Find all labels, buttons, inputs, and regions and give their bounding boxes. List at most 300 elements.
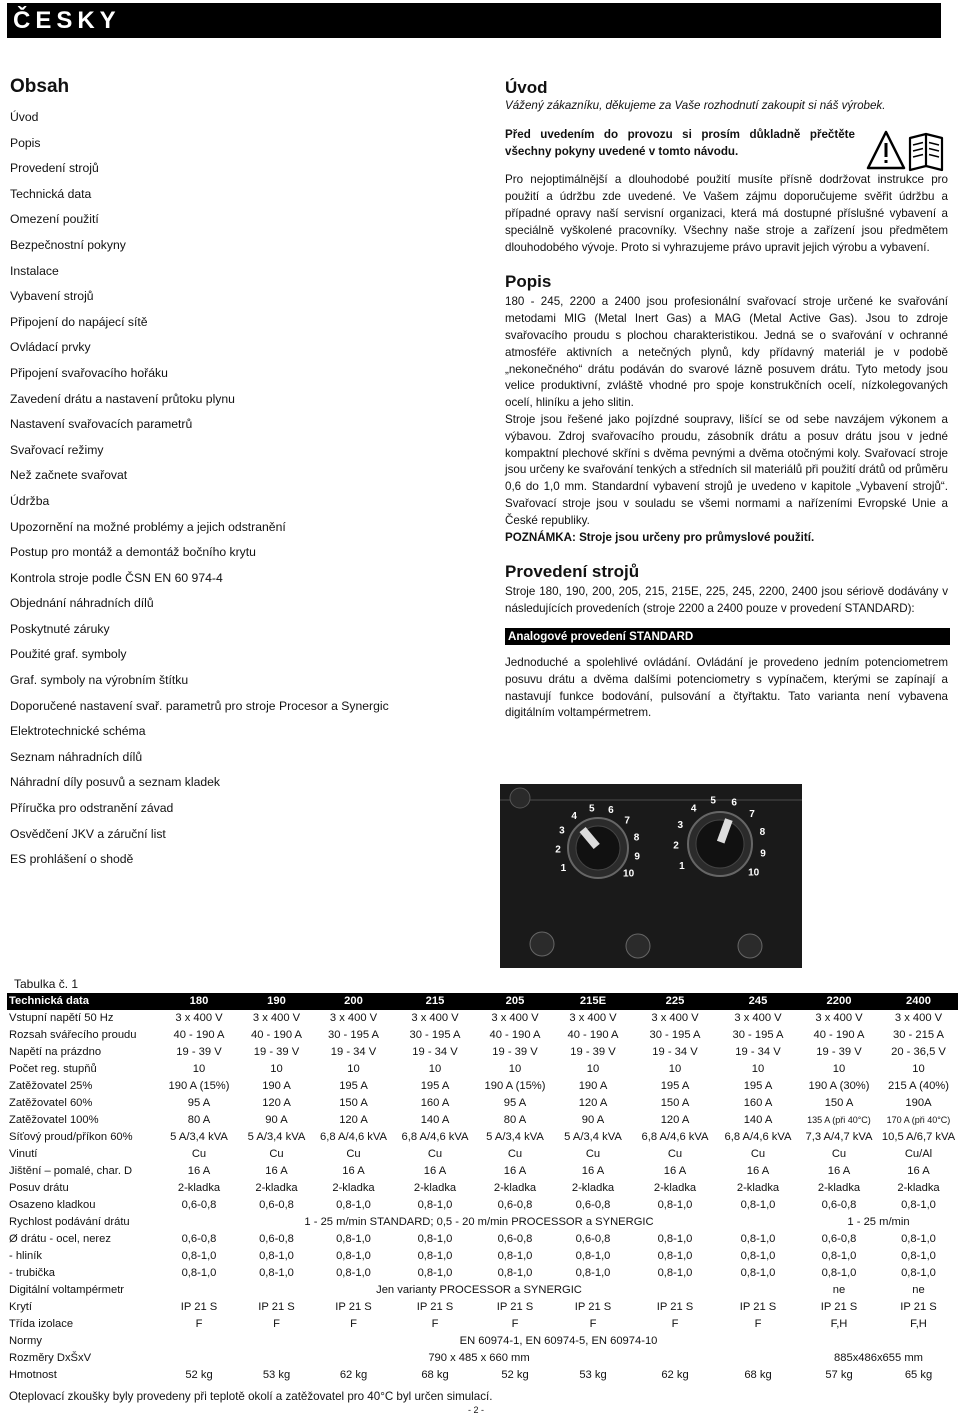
- table-cell: 16 A: [187, 1165, 211, 1177]
- table-cell: 10: [428, 1063, 442, 1075]
- table-cell: 140 A: [420, 1114, 450, 1126]
- dial-number: 3: [677, 820, 684, 831]
- table-cell: 3 x 400 V: [734, 1012, 782, 1024]
- table-cell: 0,8-1,0: [497, 1267, 533, 1279]
- table-header-cell: 2200: [799, 993, 879, 1010]
- table-cell: F: [589, 1318, 597, 1330]
- table-row: [7, 1078, 958, 1095]
- table-cell: Rychlost podávání drátu: [9, 1216, 130, 1228]
- toc-list: [10, 110, 480, 878]
- dial-number: 7: [749, 808, 755, 820]
- table-cell: 195 A: [743, 1080, 773, 1092]
- table-cell: 120 A: [262, 1097, 291, 1109]
- table-cell: 30 - 195 A: [409, 1029, 461, 1041]
- table-cell: 0,8-1,0: [259, 1267, 294, 1279]
- variant-text: Jednoduché a spolehlivé ovládání. Ovládání je provedeno jedním potenciometrem posuvu drátu a dvěma dalšími potenciometry s vypínačem, kterými se zapínají a nastavují funkce bodování, pulsování a čtyřtaktu. Tato varianta není vybavena digitálním voltampérmetrem.: [505, 655, 948, 720]
- table-cell: F: [273, 1318, 280, 1330]
- table-cell: 16 A: [342, 1165, 365, 1177]
- control-panel-drawing: [500, 784, 802, 968]
- table-cell: 0,8-1,0: [181, 1250, 217, 1262]
- table-cell: 10: [347, 1063, 360, 1075]
- toc-item: Vybavení strojů: [10, 289, 94, 304]
- table-cell: Cu: [269, 1148, 284, 1160]
- dial-number: 8: [633, 832, 640, 844]
- table-cell: IP 21 S: [416, 1301, 454, 1313]
- dial-number: 9: [760, 848, 766, 860]
- table-cell: 40 - 190 A: [567, 1029, 619, 1041]
- table-header-cell: 215E: [553, 993, 633, 1010]
- toc-item: Příručka pro odstranění závad: [10, 801, 174, 816]
- table-cell: Ø drátu - ocel, nerez: [9, 1233, 111, 1245]
- table-cell: 90 A: [265, 1114, 288, 1126]
- table-cell: Zatěžovatel 60%: [9, 1097, 93, 1109]
- table-cell: 16 A: [663, 1165, 687, 1177]
- toc-item: Úvod: [10, 110, 39, 124]
- table-cell: 5 A/3,4 kVA: [486, 1131, 544, 1143]
- toc-item: Doporučené nastavení svař. parametrů pro stroje Procesor a Synergic: [10, 698, 389, 713]
- table-cell: 40 - 190 A: [813, 1029, 865, 1041]
- table-cell: 0,8-1,0: [821, 1250, 857, 1262]
- table-cell: 1 - 25 m/min STANDARD; 0,5 - 20 m/min PROCESSOR a SYNERGIC: [304, 1216, 654, 1228]
- table-header-cell: 205: [477, 993, 553, 1010]
- table-cell: 20 - 36,5 V: [891, 1046, 946, 1058]
- toc-item: Zavedení drátu a nastavení průtoku plynu: [10, 391, 235, 406]
- table-header-cell: 215: [393, 993, 477, 1010]
- table-cell: 0,8-1,0: [901, 1250, 936, 1262]
- table-cell: 2-kladka: [817, 1182, 861, 1194]
- table-cell: 0,8-1,0: [417, 1267, 453, 1279]
- page-number: - 2 -: [468, 1405, 485, 1415]
- toc-item: Kontrola stroje podle ČSN EN 60 974-4: [10, 570, 223, 585]
- table-cell: 0,8-1,0: [901, 1267, 936, 1279]
- dial-number: 5: [589, 803, 595, 815]
- table-cell: 1 - 25 m/min: [847, 1216, 910, 1228]
- table-header-cell: 200: [314, 993, 393, 1010]
- table-cell: IP 21 S: [496, 1301, 534, 1313]
- dial-number: 1: [560, 863, 567, 874]
- table-header-cell: 225: [633, 993, 717, 1010]
- table-cell: 57 kg: [825, 1369, 853, 1381]
- table-cell: 0,8-1,0: [821, 1267, 857, 1279]
- table-cell: Jen varianty PROCESSOR a SYNERGIC: [376, 1284, 582, 1296]
- table-cell: 0,8-1,0: [657, 1250, 693, 1262]
- control-panel-photo: [500, 784, 802, 968]
- language-header: ČESKY: [7, 3, 941, 38]
- table-cell: 190 A: [578, 1080, 608, 1092]
- table-row: [7, 1112, 958, 1129]
- toc-item: Svařovací režimy: [10, 442, 104, 457]
- table-cell: F: [511, 1318, 519, 1330]
- table-cell: 0,8-1,0: [740, 1267, 776, 1279]
- table-cell: 19 - 39 V: [492, 1046, 538, 1058]
- intro-note: Před uvedením do provozu si prosím důkladně přečtěte všechny pokyny uvedené v tomto návodu.: [505, 127, 855, 158]
- table-cell: 150 A: [824, 1097, 854, 1109]
- table-cell: Cu: [507, 1148, 523, 1160]
- table-cell: 150 A: [660, 1097, 690, 1109]
- table-cell: 0,6-0,8: [575, 1199, 611, 1211]
- table-cell: IP 21 S: [820, 1301, 858, 1313]
- table-cell: Napětí na prázdno: [9, 1046, 102, 1058]
- table-cell: 120 A: [339, 1114, 368, 1126]
- table-cell: 140 A: [743, 1114, 773, 1126]
- dial-number: 9: [634, 851, 640, 863]
- table-cell: 2-kladka: [255, 1182, 298, 1194]
- table-cell: 0,8-1,0: [740, 1250, 776, 1262]
- table-cell: 19 - 39 V: [570, 1046, 616, 1058]
- table-cell: 10: [668, 1063, 682, 1075]
- table-cell: 790 x 485 x 660 mm: [428, 1352, 530, 1364]
- table-cell: Rozsah svářecího proudu: [9, 1029, 137, 1041]
- table-cell: 6,8 A/4,6 kVA: [401, 1131, 469, 1143]
- toc-item: Provedení strojů: [10, 161, 99, 176]
- table-cell: 3 x 400 V: [491, 1012, 539, 1024]
- table-cell: 0,6-0,8: [259, 1233, 294, 1245]
- table-cell: 0,8-1,0: [497, 1250, 533, 1262]
- toc-item: Bezpečnostní pokyny: [10, 237, 126, 252]
- table-row: [7, 1282, 958, 1299]
- table-row: [7, 1265, 958, 1282]
- dial-number: 5: [710, 795, 716, 807]
- toc-item: Instalace: [10, 263, 59, 278]
- table-row: [7, 1061, 958, 1078]
- table-cell: 0,8-1,0: [336, 1199, 371, 1211]
- table-cell: 68 kg: [421, 1369, 449, 1381]
- table-cell: 120 A: [660, 1114, 690, 1126]
- table-cell: F,H: [910, 1318, 927, 1330]
- table-cell: 190 A (15%): [484, 1080, 546, 1092]
- toc-title: Obsah: [10, 76, 70, 97]
- table-header-cell: 180: [159, 993, 239, 1010]
- table-cell: Třída izolace: [9, 1318, 74, 1330]
- table-cell: 190 A (30%): [808, 1080, 870, 1092]
- table-row: [7, 1197, 958, 1214]
- table-cell: Cu: [427, 1148, 443, 1160]
- table-cell: 190 A (15%): [168, 1080, 230, 1092]
- dial-number: 10: [623, 868, 635, 880]
- table-cell: 0,8-1,0: [417, 1199, 453, 1211]
- table-cell: 19 - 39 V: [253, 1046, 300, 1058]
- table-cell: 16 A: [581, 1165, 605, 1177]
- table-cell: 3 x 400 V: [894, 1012, 943, 1024]
- table-cell: ne: [832, 1284, 846, 1296]
- table-row: [7, 1248, 958, 1265]
- table-row: [7, 1163, 958, 1180]
- table-cell: 2-kladka: [332, 1182, 375, 1194]
- table-cell: F,H: [830, 1318, 848, 1330]
- table-cell: 10: [586, 1063, 600, 1075]
- table-cell: 7,3 A/4,7 kVA: [805, 1131, 873, 1143]
- table-cell: 53 kg: [579, 1369, 607, 1381]
- right-column: [505, 78, 948, 722]
- provedeni-title: Provedení strojů: [505, 562, 640, 582]
- table-cell: 3 x 400 V: [411, 1012, 459, 1024]
- table-cell: 80 A: [187, 1114, 211, 1126]
- table-cell: IP 21 S: [258, 1301, 295, 1313]
- table-row: [7, 1333, 958, 1350]
- toc-item: Elektrotechnické schéma: [10, 724, 146, 739]
- table-cell: 19 - 34 V: [412, 1046, 458, 1058]
- table-cell: 10,5 A/6,7 kVA: [881, 1131, 956, 1143]
- table-cell: 16 A: [907, 1165, 930, 1177]
- table-cell: 170 A (při 40°C): [886, 1115, 951, 1125]
- dial-number: 7: [624, 815, 630, 827]
- table-cell: 10: [270, 1063, 283, 1075]
- toc-item: Použité graf. symboly: [10, 647, 127, 662]
- table-cell: Krytí: [9, 1301, 32, 1313]
- dial-number: 1: [679, 861, 685, 872]
- table-cell: 65 kg: [904, 1369, 933, 1381]
- toc-item: Graf. symboly na výrobním štítku: [10, 673, 189, 688]
- table-cell: 195 A: [339, 1080, 368, 1092]
- table-cell: 52 kg: [185, 1369, 213, 1381]
- table-cell: 40 - 190 A: [173, 1029, 225, 1041]
- table-cell: 0,6-0,8: [497, 1233, 533, 1245]
- table-cell: 2-kladka: [653, 1182, 697, 1194]
- table-cell: 19 - 39 V: [176, 1046, 222, 1058]
- table-cell: IP 21 S: [574, 1301, 612, 1313]
- table-cell: Cu/Al: [904, 1148, 933, 1160]
- warning-manual-icon: [866, 130, 946, 172]
- table-cell: Digitální voltampérmetr: [9, 1284, 125, 1296]
- provedeni-text: Stroje 180, 190, 200, 205, 215, 215E, 225, 245, 2200, 2400 jsou sériově dodávány v následujících provedeních (stroje 2200 a 2400 pouze v provedení STANDARD):: [505, 585, 948, 616]
- table-cell: 0,8-1,0: [657, 1267, 693, 1279]
- table-cell: 215 A (40%): [888, 1080, 949, 1092]
- table-cell: 0,8-1,0: [336, 1267, 371, 1279]
- variant-title: Analogové provedení STANDARD: [505, 628, 950, 645]
- table-cell: 0,8-1,0: [657, 1233, 693, 1245]
- table-cell: 95 A: [503, 1097, 527, 1109]
- footer-note: Oteplovací zkoušky byly provedeny při teplotě okolí a zatěžovatel pro 40°C byl určen simulací.: [9, 1390, 493, 1403]
- table-cell: 62 kg: [339, 1369, 368, 1381]
- table-cell: - hliník: [9, 1250, 42, 1262]
- table-cell: 6,8 A/4,6 kVA: [724, 1131, 792, 1143]
- table-cell: 19 - 34 V: [652, 1046, 698, 1058]
- toc-item: Připojení do napájecí sítě: [10, 314, 148, 329]
- toc-item: Objednání náhradních dílů: [10, 596, 154, 611]
- table-row: [7, 1010, 958, 1027]
- popis-paragraph-2: Stroje jsou řešené jako pojízdné soupravy, lišící se od sebe navzájem výkonem a výbavou. Zdroj svařovacího proudu, zásobník drátu a posuv drátu jsou v jedné kompaktní plechové skříni s dvěma pevnými a dvěma otočnými koly. Svařovací stroje jsou určeny ke svařování tenkých a středních sil materiálů při použití drátů od průměru 0,6 do 1,0 mm. Standardní vybavení strojů je uvedeno v kapitole „Vybavení strojů“. Svařovací stroje jsou v souladu se všemi normami a nařízeními Evropské Unie a České republiky.: [505, 412, 948, 527]
- table-cell: 3 x 400 V: [252, 1012, 301, 1024]
- table-cell: F: [350, 1318, 357, 1330]
- table-cell: F: [754, 1318, 762, 1330]
- table-cell: 5 A/3,4 kVA: [247, 1131, 306, 1143]
- table-cell: 3 x 400 V: [651, 1012, 699, 1024]
- table-cell: 10: [912, 1063, 925, 1075]
- table-cell: 16 A: [503, 1165, 527, 1177]
- table-cell: Rozměry DxŠxV: [9, 1352, 92, 1364]
- table-cell: 0,6-0,8: [181, 1199, 217, 1211]
- table-cell: 0,6-0,8: [821, 1233, 857, 1245]
- table-cell: 19 - 34 V: [735, 1046, 781, 1058]
- table-row: [7, 1180, 958, 1197]
- dial-number: 4: [690, 803, 697, 815]
- table-cell: F: [195, 1318, 203, 1330]
- dial-number: 3: [559, 825, 565, 837]
- table-cell: 10: [751, 1063, 765, 1075]
- table-cell: 16 A: [265, 1165, 288, 1177]
- table-row: [7, 1214, 958, 1231]
- toc-item: Technická data: [10, 186, 92, 201]
- table-cell: Cu: [191, 1148, 207, 1160]
- popis-note: POZNÁMKA: Stroje jsou určeny pro průmyslové použití.: [505, 530, 815, 544]
- table-cell: 885x486x655 mm: [834, 1352, 923, 1364]
- table-cell: Hmotnost: [9, 1369, 57, 1381]
- table-cell: 10: [508, 1063, 522, 1075]
- technical-data-table: [7, 993, 958, 1384]
- table-cell: 16 A: [423, 1165, 447, 1177]
- table-cell: 16 A: [746, 1165, 770, 1177]
- table-cell: Cu: [667, 1148, 683, 1160]
- table-cell: 2-kladka: [177, 1182, 221, 1194]
- table-header-cell: Technická data: [7, 993, 159, 1010]
- table-row: [7, 1231, 958, 1248]
- toc-item: Osvědčení JKV a záruční list: [10, 826, 166, 841]
- table-cell: 0,8-1,0: [259, 1250, 294, 1262]
- table-header-cell: 190: [239, 993, 314, 1010]
- table-row: [7, 1146, 958, 1163]
- table-header-cell: 2400: [879, 993, 958, 1010]
- table-cell: F: [671, 1318, 679, 1330]
- table-cell: 3 x 400 V: [569, 1012, 617, 1024]
- intro-greeting: Vážený zákazníku, děkujeme za Vaše rozhodnutí zakoupit si náš výrobek.: [505, 99, 886, 112]
- table-cell: 195 A: [420, 1080, 450, 1092]
- table-cell: 0,8-1,0: [336, 1233, 371, 1245]
- table-cell: 19 - 34 V: [330, 1046, 377, 1058]
- table-cell: 40 - 190 A: [250, 1029, 302, 1041]
- table-cell: Síťový proud/příkon 60%: [9, 1131, 133, 1143]
- table-cell: 10: [832, 1063, 846, 1075]
- dial-number: 4: [571, 810, 577, 822]
- table-of-contents: [10, 76, 480, 878]
- table-cell: EN 60974-1, EN 60974-5, EN 60974-10: [459, 1335, 658, 1347]
- table-cell: 0,8-1,0: [901, 1233, 936, 1245]
- table-cell: 6,8 A/4,6 kVA: [641, 1131, 709, 1143]
- table-cell: Cu: [750, 1148, 766, 1160]
- table-cell: 30 - 195 A: [649, 1029, 701, 1041]
- table-row: [7, 1367, 958, 1384]
- toc-item: Připojení svařovacího hořáku: [10, 365, 168, 380]
- table-row: [7, 1316, 958, 1333]
- table-cell: 2-kladka: [897, 1182, 940, 1194]
- dial-number: 2: [673, 840, 679, 852]
- toc-item: Postup pro montáž a demontáž bočního krytu: [10, 545, 256, 560]
- toc-item: ES prohlášení o shodě: [10, 852, 134, 867]
- table-cell: 0,8-1,0: [336, 1250, 371, 1262]
- table-cell: 0,8-1,0: [740, 1199, 776, 1211]
- table-cell: 3 x 400 V: [329, 1012, 378, 1024]
- table-cell: 0,6-0,8: [821, 1199, 857, 1211]
- table-row: [7, 1129, 958, 1146]
- table-cell: 30 - 215 A: [892, 1029, 944, 1041]
- toc-item: Omezení použití: [10, 212, 99, 227]
- toc-item: Údržba: [10, 493, 50, 508]
- table-row: [7, 1095, 958, 1112]
- table-row: [7, 1044, 958, 1061]
- table-cell: Zatěžovatel 25%: [9, 1080, 93, 1092]
- table-cell: 2-kladka: [571, 1182, 615, 1194]
- toc-item: Poskytnuté záruky: [10, 621, 110, 636]
- table-cell: Zatěžovatel 100%: [9, 1114, 99, 1126]
- table-cell: ne: [912, 1284, 925, 1296]
- table-cell: 3 x 400 V: [815, 1012, 863, 1024]
- table-cell: F: [431, 1318, 439, 1330]
- table-cell: 160 A: [743, 1097, 773, 1109]
- table-body: [7, 1010, 958, 1384]
- table-cell: 120 A: [578, 1097, 608, 1109]
- table-cell: Osazeno kladkou: [9, 1199, 96, 1211]
- table-header-row: [7, 993, 958, 1010]
- table-cell: 80 A: [503, 1114, 527, 1126]
- table-cell: IP 21 S: [900, 1301, 937, 1313]
- table-cell: Posuv drátu: [9, 1182, 69, 1194]
- dial-number: 10: [748, 867, 760, 879]
- table-cell: 40 - 190 A: [489, 1029, 541, 1041]
- table-cell: Normy: [9, 1335, 42, 1347]
- table-cell: 62 kg: [661, 1369, 689, 1381]
- table-cell: 30 - 195 A: [327, 1029, 379, 1041]
- table-cell: IP 21 S: [739, 1301, 777, 1313]
- table-cell: 0,6-0,8: [259, 1199, 294, 1211]
- dial-number: 8: [759, 827, 766, 839]
- intro-title: Úvod: [505, 78, 548, 97]
- toc-item: Upozornění na možné problémy a jejich odstranění: [10, 519, 286, 534]
- toc-item: Než začnete svařovat: [10, 468, 128, 483]
- table-cell: IP 21 S: [335, 1301, 372, 1313]
- table-cell: 0,8-1,0: [417, 1250, 453, 1262]
- dial-number: 2: [555, 844, 561, 856]
- toc-item: Seznam náhradních dílů: [10, 749, 143, 764]
- toc-item: Popis: [10, 135, 41, 150]
- table-cell: 2-kladka: [736, 1182, 780, 1194]
- table-cell: 0,8-1,0: [417, 1233, 453, 1245]
- table-cell: 2-kladka: [413, 1182, 457, 1194]
- toc-item: Náhradní díly posuvů a seznam kladek: [10, 775, 221, 790]
- table-cell: 2-kladka: [493, 1182, 537, 1194]
- intro-text: Pro nejoptimálnější a dlouhodobé použití musíte přísně dodržovat instrukce pro použití a údržbu zde uvedené. Ve Vašem zájmu doporučujeme svěřit údržbu a případné opravy naší servisní organizaci, která má dostupné příslušné vybavení a speciálně vyškolené pracovníky. Všechny naše stroje a zařízení jsou předmětem dlouhodobého vývoje. Proto si vyhrazujeme právo upravit jejich výrobu a vybavení.: [505, 173, 948, 254]
- toc-item: Ovládací prvky: [10, 340, 91, 355]
- table-cell: 53 kg: [262, 1369, 291, 1381]
- popis-title: Popis: [505, 272, 552, 292]
- table-cell: 0,6-0,8: [181, 1233, 217, 1245]
- table-cell: 0,8-1,0: [740, 1233, 776, 1245]
- table-cell: IP 21 S: [180, 1301, 218, 1313]
- table-cell: 52 kg: [501, 1369, 529, 1381]
- table-cell: Cu: [831, 1148, 847, 1160]
- table-cell: - trubička: [9, 1267, 56, 1279]
- table-cell: 5 A/3,4 kVA: [170, 1131, 228, 1143]
- table-cell: 190 A: [262, 1080, 291, 1092]
- table-cell: 0,8-1,0: [901, 1199, 936, 1211]
- table-cell: Cu: [346, 1148, 361, 1160]
- table-cell: 95 A: [187, 1097, 211, 1109]
- table-row: [7, 1027, 958, 1044]
- dial-number: 6: [608, 805, 614, 817]
- table-cell: 68 kg: [744, 1369, 772, 1381]
- table-cell: 6,8 A/4,6 kVA: [320, 1131, 387, 1143]
- table-cell: 0,6-0,8: [575, 1233, 611, 1245]
- table-cell: 150 A: [339, 1097, 368, 1109]
- table-cell: 19 - 39 V: [816, 1046, 862, 1058]
- table-cell: 135 A (při 40°C): [807, 1115, 871, 1125]
- table-cell: 0,8-1,0: [575, 1267, 611, 1279]
- popis-paragraph-1: 180 - 245, 2200 a 2400 jsou profesionální svařovací stroje určené ke svařování metodami MIG (Metal Inert Gas) a MAG (Metal Active Gas). Jsou to zdroje svařovacího proudu s plochou charakteristikou. Jedná se o svařování v ochranné atmosféře aktivních a netečných plynů, kdy přídavný materiál je v podobě „nekonečného“ drátu podáván do svarové lázně posuvem drátu. Tyto metody jsou velice produktivní, zvláště vhodné pro spoje konstrukčních ocelí, nízkolegovaných ocelí, hliníku a jeho slitin.: [505, 295, 948, 410]
- table-cell: 190A: [905, 1097, 932, 1109]
- dial-number: 6: [731, 797, 737, 809]
- table-cell: 0,8-1,0: [575, 1250, 611, 1262]
- table-cell: 160 A: [420, 1097, 450, 1109]
- table-cell: Vinutí: [9, 1148, 38, 1160]
- table-cell: 195 A: [660, 1080, 690, 1092]
